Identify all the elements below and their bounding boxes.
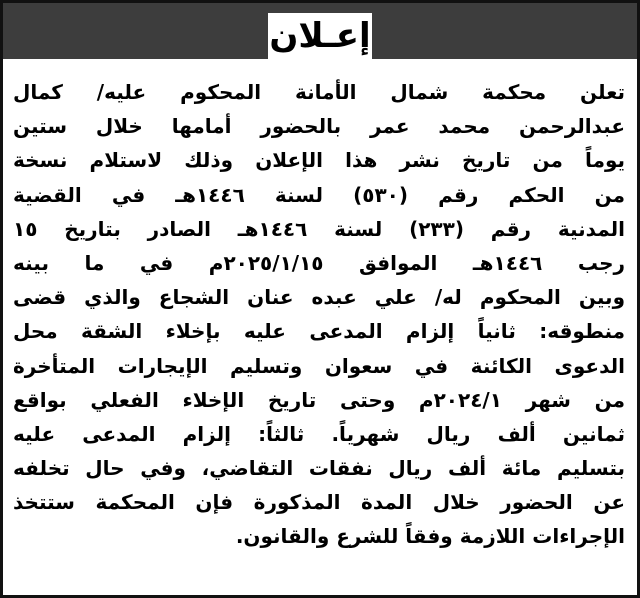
notice-line: عبدالرحمن محمد عمر بالحضور أمامها خلال ستين [13, 114, 625, 139]
notice-line: يوماً من تاريخ نشر هذا الإعلان وذلك لاستلام نسخة [13, 148, 625, 173]
notice-line: تعلن محكمة شمال الأمانة المحكوم عليه/ كمال [13, 80, 625, 104]
notice-line: من شهر ٢٠٢٤/١م وحتى تاريخ الإخلاء الفعلي بواقع [13, 387, 625, 412]
notice-line: بتسليم مائة ألف ريال نفقات التقاضي، وفي حال تخلفه [13, 456, 625, 481]
notice-title-box [268, 13, 372, 59]
notice-line: رجب ١٤٤٦هـ الموافق ٢٠٢٥/١/١٥م في ما بينه [13, 250, 625, 275]
notice-line: عن الحضور خلال المدة المذكورة فإن المحكمة ستتخذ [13, 490, 625, 515]
notice-header-band [3, 3, 637, 59]
notice-line: الدعوى الكائنة في سعوان وتسليم الإيجارات المتأخرة [13, 353, 625, 378]
notice-line: ثمانين ألف ريال شهرياً. ثالثاً: إلزام المدعى عليه [13, 421, 625, 446]
notice-line: المدنية رقم (٢٣٣) لسنة ١٤٤٦هـ الصادر بتاريخ ١٥ [13, 216, 625, 241]
notice-title: إعـلان [269, 16, 371, 56]
notice-line: وبين المحكوم له/ علي عبده عنان الشجاع والذي قضى [13, 285, 625, 310]
notice-line: منطوقه: ثانياً إلزام المدعى عليه بإخلاء الشقة محل [13, 319, 625, 344]
notice-body [13, 75, 625, 554]
notice-line: من الحكم رقم (٥٣٠) لسنة ١٤٤٦هـ في القضية [13, 182, 625, 207]
notice-line: الإجراءات اللازمة وفقاً للشرع والقانون. [235, 524, 625, 549]
